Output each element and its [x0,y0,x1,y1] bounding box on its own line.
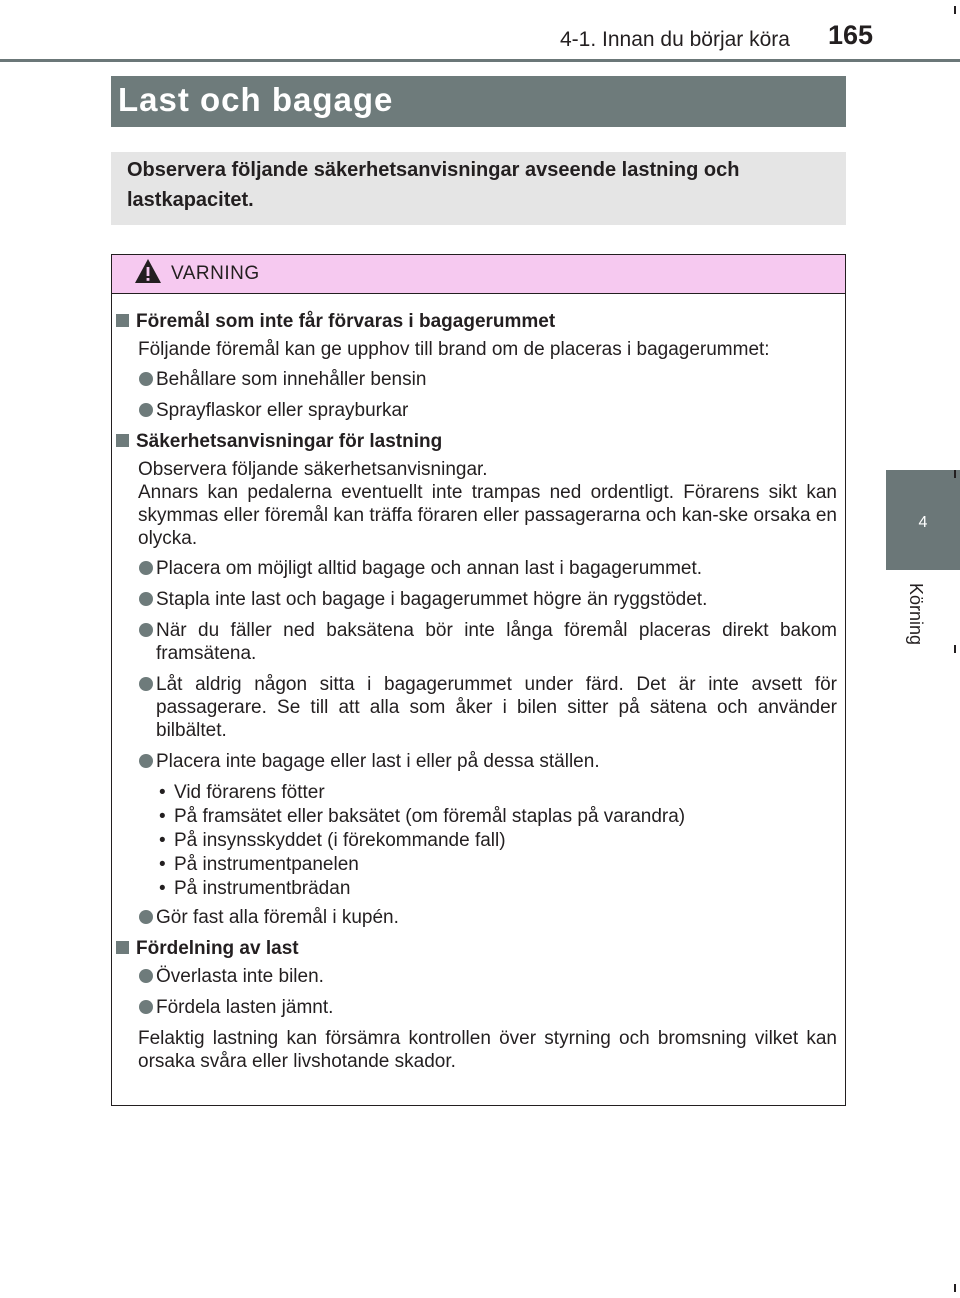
intro-box [111,152,846,225]
header-rule [0,59,960,62]
running-header-section: 4-1. Innan du börjar köra [560,28,790,51]
list-item: Fördela lasten jämnt. [112,996,845,1019]
list-item: Behållare som innehåller bensin [112,368,845,391]
chapter-number: 4 [918,514,928,531]
warning-box [111,254,846,1106]
warning-header [112,255,845,294]
square-bullet-icon [116,941,129,954]
circle-bullet-icon [139,403,153,417]
section-heading: Föremål som inte får förvaras i bagagerummet [112,310,845,333]
section-text: Annars kan pedalerna eventuellt inte trampas ned ordentligt. Förarens sikt kan skymmas eller föremål kan träffa föraren eller passagerarna och kan-ske orsaka en olycka. [138,482,837,549]
place-item: • Vid förarens fötter [159,782,325,803]
crop-mark [954,1284,956,1292]
page-title-bar [111,76,846,127]
list-item: Stapla inte last och bagage i bagagerummet högre än ryggstödet. [112,588,845,611]
square-bullet-icon [116,434,129,447]
circle-bullet-icon [139,561,153,575]
chapter-label: Körning [906,583,926,646]
square-bullet-icon [116,314,129,327]
list-item: Överlasta inte bilen. [112,965,845,988]
circle-bullet-icon [139,623,153,637]
circle-bullet-icon [139,592,153,606]
place-item: • På instrumentbrädan [159,878,351,899]
chapter-tab [886,470,960,570]
place-item: • På insynsskyddet (i förekommande fall) [159,830,506,851]
list-item: När du fäller ned baksätena bör inte långa föremål placeras direkt bakom framsätena. [112,619,845,665]
section-heading: Säkerhetsanvisningar för lastning [112,430,845,453]
list-item: Låt aldrig någon sitta i bagagerummet under färd. Det är inte avsett för passagerare. Se till att alla som åker i bilen sitter på sätena och använder bilbältet. [112,673,845,742]
section-text: Observera följande säkerhetsanvisningar. [138,459,488,480]
section-text: Felaktig lastning kan försämra kontrollen över styrning och bromsning vilket kan orsaka svåra eller livshotande skador. [138,1028,837,1072]
warning-body [112,310,845,1080]
circle-bullet-icon [139,1000,153,1014]
circle-bullet-icon [139,969,153,983]
place-item: • På instrumentpanelen [159,854,359,875]
warning-label: VARNING [171,263,260,284]
crop-mark [954,645,956,653]
list-item: Placera inte bagage eller last i eller på dessa ställen. [112,750,845,773]
section-heading: Fördelning av last [112,937,845,960]
page-title: Last och bagage [118,81,394,118]
circle-bullet-icon [139,677,153,691]
crop-mark [954,6,956,14]
circle-bullet-icon [139,910,153,924]
crop-mark [954,470,956,478]
warning-triangle-icon [134,257,162,285]
list-item: Placera om möjligt alltid bagage och annan last i bagagerummet. [112,557,845,580]
list-item: Sprayflaskor eller sprayburkar [112,399,845,422]
circle-bullet-icon [139,754,153,768]
place-item: • På framsätet eller baksätet (om föremål staplas på varandra) [159,806,686,827]
circle-bullet-icon [139,372,153,386]
intro-text: Observera följande säkerhetsanvisningar avseende lastning och lastkapacitet. [127,159,740,211]
section-text: Följande föremål kan ge upphov till brand om de placeras i bagagerummet: [138,339,770,360]
page-number: 165 [828,20,874,50]
list-item: Gör fast alla föremål i kupén. [112,906,845,929]
